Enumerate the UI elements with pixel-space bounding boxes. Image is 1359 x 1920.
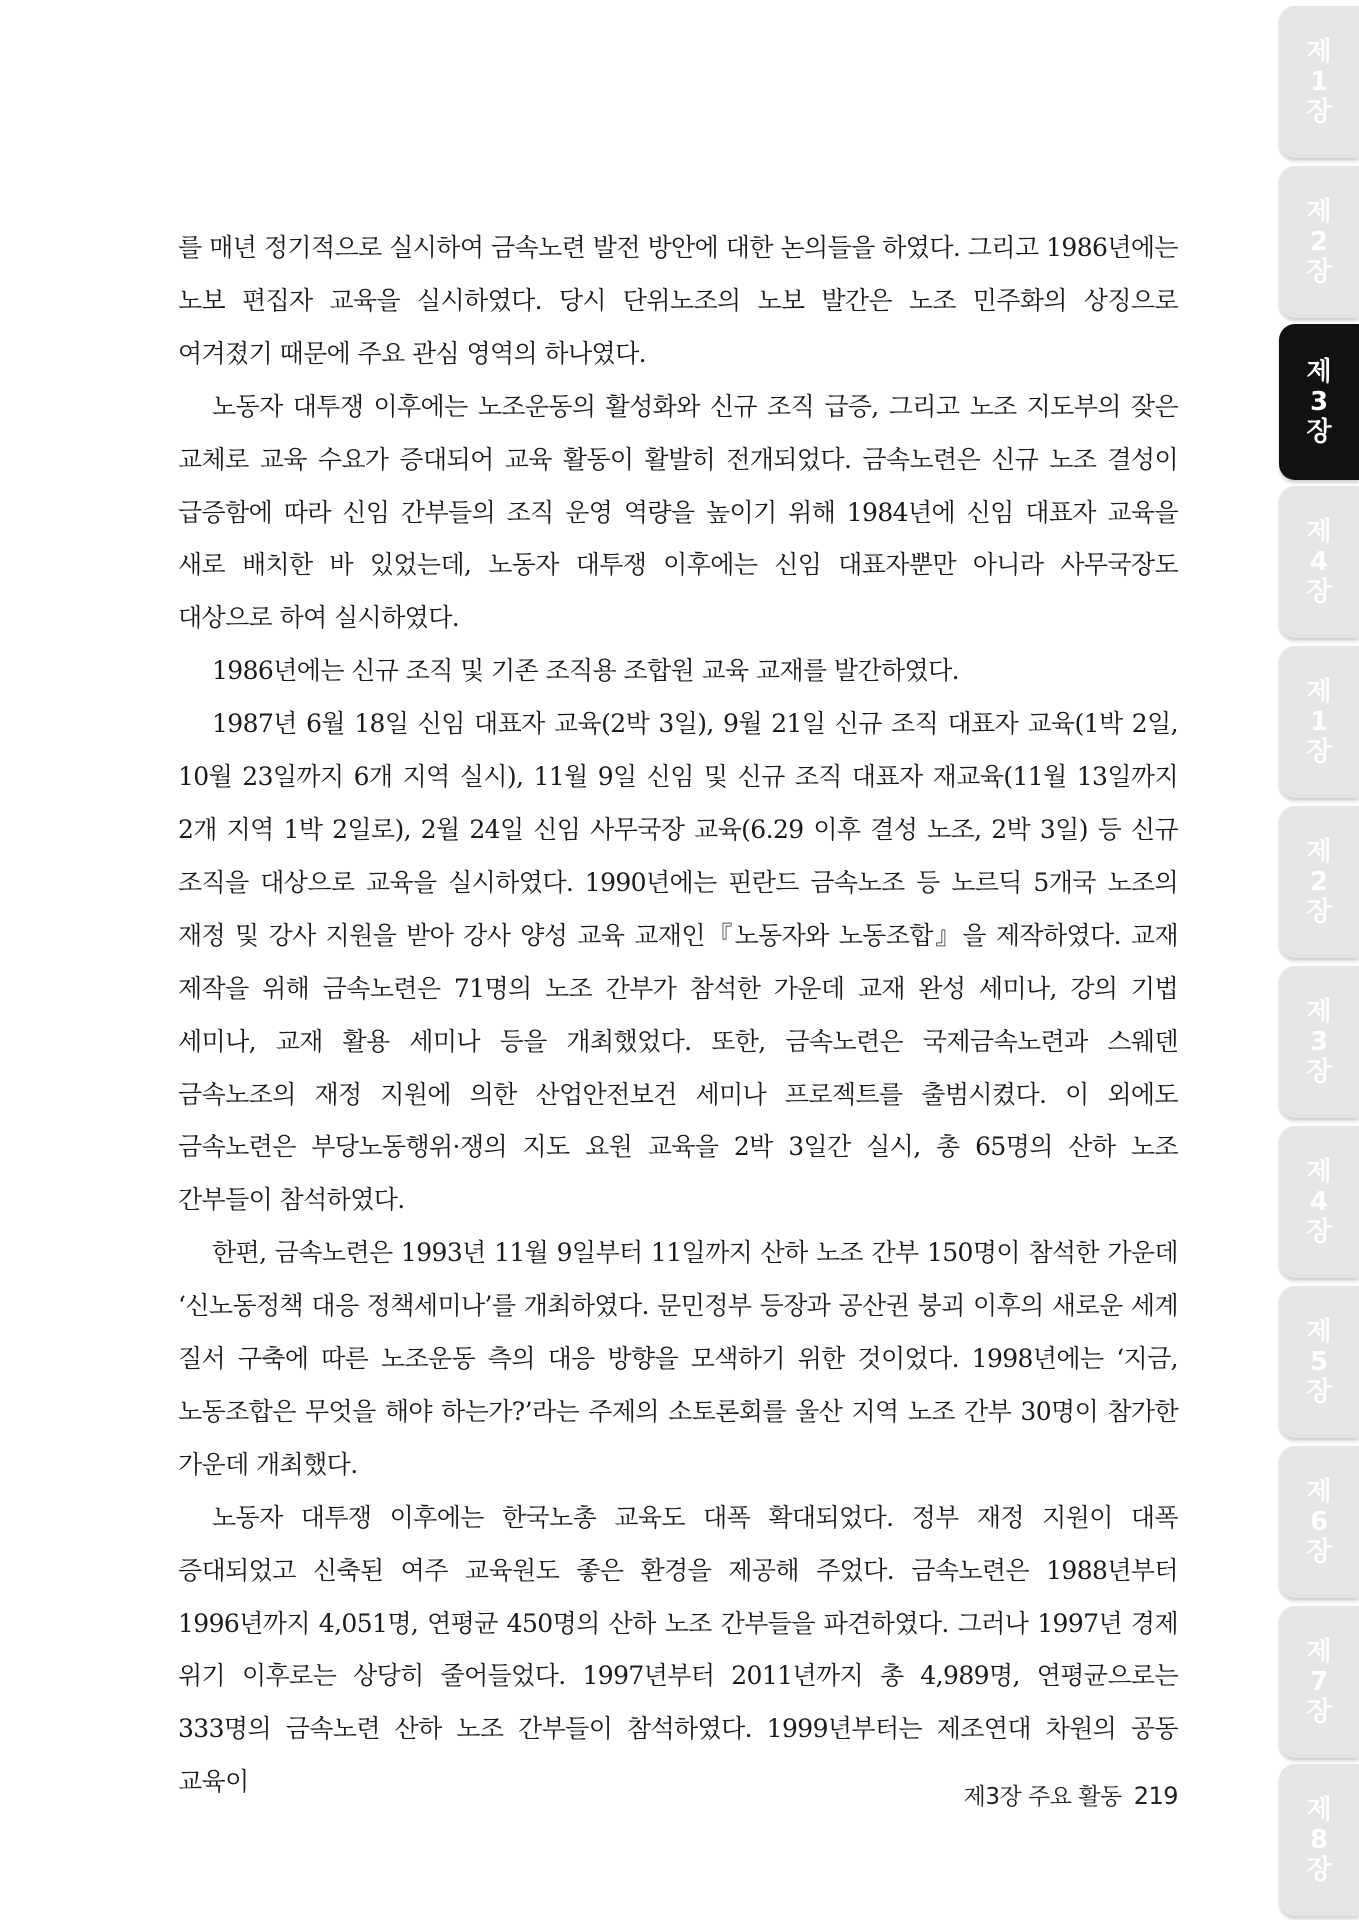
- chapter-tab-4[interactable]: [1279, 486, 1359, 638]
- chapter-tab-12[interactable]: [1279, 1764, 1359, 1916]
- chapter-tab-suffix: 장: [1306, 1855, 1332, 1885]
- chapter-tab-number: 3: [1309, 1027, 1329, 1057]
- chapter-tab-prefix: 제: [1306, 197, 1332, 227]
- chapter-tab-number: 4: [1309, 1187, 1329, 1217]
- chapter-tab-number: 1: [1309, 67, 1329, 97]
- page-number: 219: [1133, 1782, 1178, 1810]
- chapter-tab-9[interactable]: [1279, 1286, 1359, 1438]
- chapter-tab-6[interactable]: [1279, 806, 1359, 958]
- chapter-tab-suffix: 장: [1306, 1057, 1332, 1087]
- body-paragraph-2: 노동자 대투쟁 이후에는 노조운동의 활성화와 신규 조직 급증, 그리고 노조 지도부의 잦은 교체로 교육 수요가 증대되어 교육 활동이 활발히 전개되었다. 금속노련은 신규 노조 결성이 급증함에 따라 신임 간부들의 조직 운영 역량을 높이기 위해 1984년에 신임 대표자 교육을 새로 배치한 바 있었는데, 노동자 대투쟁 이후에는 신임 대표자뿐만 아니라 사무국장도 대상으로 하여 실시하였다.: [178, 391, 1178, 633]
- chapter-tab-prefix: 제: [1306, 1317, 1332, 1347]
- chapter-tab-number: 3: [1309, 387, 1329, 417]
- chapter-tab-number: 7: [1309, 1667, 1329, 1697]
- chapter-tab-prefix: 제: [1306, 517, 1332, 547]
- chapter-tab-number: 1: [1309, 707, 1329, 737]
- body-paragraph-3: 1986년에는 신규 조직 및 기존 조직용 조합원 교육 교재를 발간하였다.: [212, 656, 959, 686]
- body-paragraph-6: 노동자 대투쟁 이후에는 한국노총 교육도 대폭 확대되었다. 정부 재정 지원이 대폭 증대되었고 신축된 여주 교육원도 좋은 환경을 제공해 주었다. 금속노련은 1988년부터 1996년까지 4,051명, 연평균 450명의 산하 노조 간부들을 파견하였다. 그러나 1997년 경제 위기 이후로는 상당히 줄어들었다. 1997년부터 2011년까지 총 4,989명, 연평균으로는 333명의 금속노련 산하 노조 간부들이 참석하였다. 1999년부터는 제조연대 차원의 공동 교육이: [178, 1502, 1178, 1797]
- chapter-tab-5[interactable]: [1279, 646, 1359, 798]
- chapter-tab-10[interactable]: [1279, 1446, 1359, 1598]
- chapter-tab-prefix: 제: [1306, 997, 1332, 1027]
- chapter-tab-number: 2: [1309, 227, 1329, 257]
- chapter-tab-number: 5: [1309, 1347, 1329, 1377]
- chapter-tab-8[interactable]: [1279, 1126, 1359, 1278]
- body-paragraph-5: 한편, 금속노련은 1993년 11월 9일부터 11일까지 산하 노조 간부 150명이 참석한 가운데 ‘신노동정책 대응 정책세미나’를 개최하였다. 문민정부 등장과 공산권 붕괴 이후의 새로운 세계 질서 구축에 따른 노조운동 측의 대응 방향을 모색하기 위한 것이었다. 1998년에는 ‘지금, 노동조합은 무엇을 해야 하는가?’라는 주제의 소토론회를 울산 지역 노조 간부 30명이 참가한 가운데 개최했다.: [178, 1238, 1178, 1479]
- chapter-tab-11[interactable]: [1279, 1606, 1359, 1758]
- chapter-tab-prefix: 제: [1306, 1795, 1332, 1825]
- chapter-tab-suffix: 장: [1306, 417, 1332, 447]
- chapter-tab-suffix: 장: [1306, 577, 1332, 607]
- page-footer: [964, 1778, 1178, 1811]
- chapter-tab-number: 8: [1309, 1825, 1329, 1855]
- chapter-tab-suffix: 장: [1306, 257, 1332, 287]
- chapter-tab-1[interactable]: [1279, 6, 1359, 158]
- chapter-tab-suffix: 장: [1306, 1217, 1332, 1247]
- chapter-tab-prefix: 제: [1306, 837, 1332, 867]
- chapter-tab-prefix: 제: [1306, 1477, 1332, 1507]
- chapter-tab-number: 4: [1309, 547, 1329, 577]
- chapter-tab-suffix: 장: [1306, 1697, 1332, 1727]
- chapter-tab-7[interactable]: [1279, 966, 1359, 1118]
- chapter-tab-suffix: 장: [1306, 1537, 1332, 1567]
- chapter-tab-number: 6: [1309, 1507, 1329, 1537]
- chapter-tab-strip: [1279, 0, 1359, 1920]
- body-paragraph-1: 를 매년 정기적으로 실시하여 금속노련 발전 방안에 대한 논의들을 하였다. 그리고 1986년에는 노보 편집자 교육을 실시하였다. 당시 단위노조의 노보 발간은 노조 민주화의 상징으로 여겨졌기 때문에 주요 관심 영역의 하나였다.: [178, 233, 1178, 368]
- chapter-tab-number: 2: [1309, 867, 1329, 897]
- body-paragraph-4: 1987년 6월 18일 신임 대표자 교육(2박 3일), 9월 21일 신규 조직 대표자 교육(1박 2일, 10월 23일까지 6개 지역 실시), 11월 9일 신임 및 신규 조직 대표자 재교육(11월 13일까지 2개 지역 1박 2일로), 2월 24일 신임 사무국장 교육(6.29 이후 결성 노조, 2박 3일) 등 신규 조직을 대상으로 교육을 실시하였다. 1990년에는 핀란드 금속노조 등 노르딕 5개국 노조의 재정 및 강사 지원을 받아 강사 양성 교육 교재인『노동자와 노동조합』을 제작하였다. 교재 제작을 위해 금속노련은 71명의 노조 간부가 참석한 가운데 교재 완성 세미나, 강의 기법 세미나, 교재 활용 세미나 등을 개최했었다. 또한, 금속노련은 국제금속노련과 스웨덴 금속노조의 재정 지원에 의한 산업안전보건 세미나 프로젝트를 출범시켰다. 이 외에도 금속노련은 부당노동행위·쟁의 지도 요원 교육을 2박 3일간 실시, 총 65명의 산하 노조 간부들이 참석하였다.: [178, 709, 1178, 1215]
- chapter-tab-suffix: 장: [1306, 97, 1332, 127]
- chapter-tab-prefix: 제: [1306, 677, 1332, 707]
- chapter-tab-prefix: 제: [1306, 1157, 1332, 1187]
- chapter-tab-suffix: 장: [1306, 1377, 1332, 1407]
- chapter-tab-2[interactable]: [1279, 166, 1359, 318]
- chapter-tab-prefix: 제: [1306, 357, 1332, 387]
- chapter-tab-suffix: 장: [1306, 737, 1332, 767]
- running-footer-chapter: 제3장 주요 활동: [963, 1784, 1122, 1810]
- page-body: [178, 222, 1178, 1809]
- chapter-tab-prefix: 제: [1306, 37, 1332, 67]
- chapter-tab-prefix: 제: [1306, 1637, 1332, 1667]
- chapter-tab-3-active[interactable]: [1279, 324, 1359, 480]
- chapter-tab-suffix: 장: [1306, 897, 1332, 927]
